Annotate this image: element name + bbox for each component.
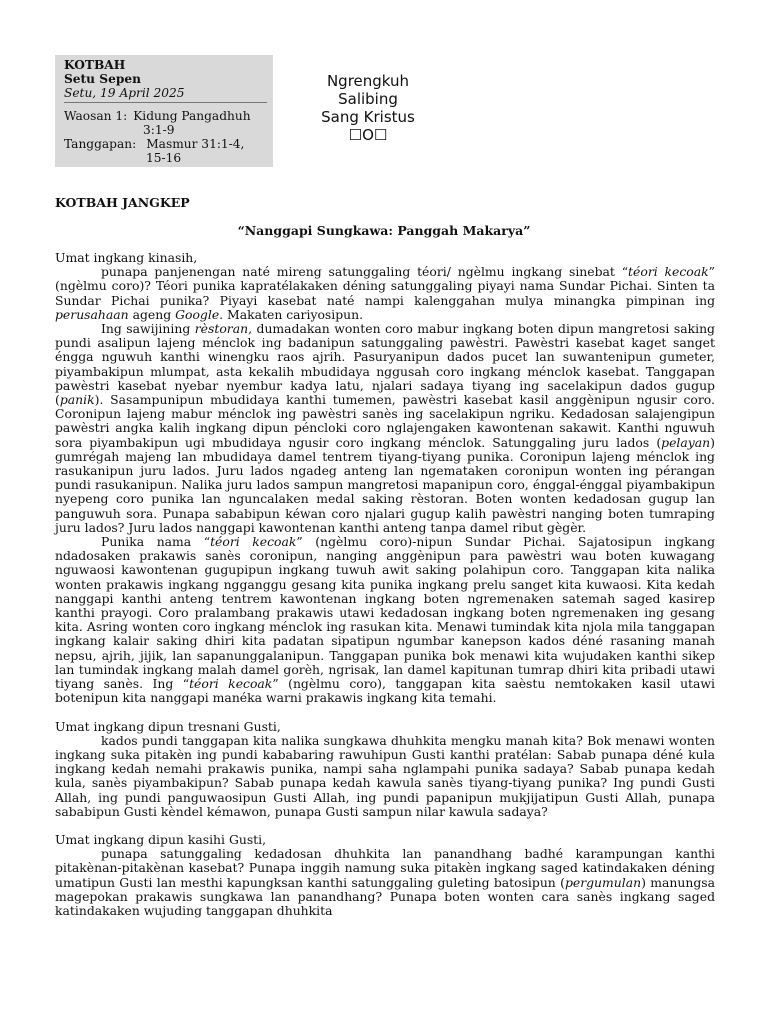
paragraph-text: Umat ingkang kinasih, (55, 250, 198, 265)
sermon-title: “Nanggapi Sungkawa: Panggah Makarya” (237, 223, 531, 238)
document-kind: KOTBAH (64, 58, 126, 72)
italic-term: téori kecoak (210, 534, 297, 550)
series-title-line: Sang Kristus (321, 108, 415, 126)
paragraph (55, 833, 715, 847)
italic-term: pelayan (661, 434, 711, 450)
italic-term: téori kecoak (189, 676, 273, 692)
paragraph-text: Punika nama “ (101, 534, 211, 550)
paragraph-text: ). Sasampunipun mbudidaya kanthi tumemen, pawèstri kasebat kasil anggènipun ngusir coro. Coronipun lajeng mabur ménclok ing pawèstri sanès ing sacelakipun ngriku. Kedadosan salajengipun pawèstri angka kalih ingkang dipun péncloki coro nglajengaken kawontenan sakawit. Kanthi nguwuh sora piyambakipun ugi mbudidaya ngusir coro ingkang ménclok. Satunggaling juru lados ( (55, 392, 715, 450)
sermon-body (55, 251, 715, 918)
series-title-line: Ngrengkuh (326, 72, 410, 90)
paragraph-text: ) gumrégah majeng lan mbudidaya damel tentrem tiyang-tiyang punika. Coronipun lajeng ménclok ing rasukanipun juru lados. Juru lados ngadeg anteng lan ngemataken coronipun wonten ing pérangan pundi rasukanipun. Nalika juru lados sampun mangretosi mapanipun coro, énggal-énggal piyambakipun nyepeng coro punika lan nguncalaken medal saking rèstoran. Boten wonten kedadosan gugup lan panguwuh sora. Punapa sababipun kéwan coro njalari gugup kalih pawèstri nanging boten tumraping juru lados? Juru lados nanggapi kawontenan kanthi anteng tanpa damel ribut gègèr. (55, 434, 715, 535)
paragraph-text: , dumadakan wonten coro mabur ingkang boten dipun mangretosi saking pundi asalipun lajeng ménclok ing badanipun satunggaling pawèstri. Pawèstri kasebat kaget sanget éngga nguwuh kanthi winengku raos ajrih. Pasuryanipun dados pucet lan suwantenipun gumeter, piyambakipun mlumpat, asta kekalih mbudidaya nggusah coro ingkang ménclok kasebat. Tanggapan pawèstri kasebat nyebar nyembur kadya latu, njalari sadaya tiyang ing sacelakipun dados gugup ( (55, 321, 715, 408)
response-label: Tanggapan: (64, 137, 137, 151)
section-heading: KOTBAH JANGKEP (55, 195, 190, 210)
italic-term: téori kecoak (628, 264, 709, 280)
paragraph-text: punapa panjenengan naté mireng satunggaling téori/ ngèlmu ingkang sinebat “ (101, 264, 629, 280)
liturgical-day: Setu Sepen (64, 72, 141, 86)
series-title-line: Salibing (338, 90, 398, 108)
reading-label: Waosan 1: (64, 109, 128, 123)
paragraph-text: ” (ngèlmu coro)? Téori punika kapratélakaken déning satunggaling piyayi nama Sundar Pichai. Sinten ta Sundar Pichai punika? Piyayi kasebat naté nampi kalenggahan mulya minangka pimpinan ing (55, 264, 715, 308)
paragraph-text: . Makaten cariyosipun. (219, 306, 364, 322)
paragraph-text: punapa satunggaling kedadosan dhuhkita lan panandhang badhé karampungan kanthi pitakènan-pitakènan kasebat? Punapa inggih namung suka pitakèn ingkang saged katindakaken déning umatipun Gusti lan mesthi kapungksan kanthi satunggaling guleting batosipun ( (55, 846, 715, 890)
sermon-date: Setu, 19 April 2025 (64, 86, 185, 100)
paragraph-text: ) manungsa magepokan prakawis sungkawa lan panandhang? Punapa boten wonten cara sanès ingkang saged katindakaken wujuding tanggapan dhuhkita (55, 874, 715, 918)
paragraph (55, 322, 715, 535)
reading-continuation: 3:1-9 (143, 123, 175, 137)
series-title-line: ☐O☐ (348, 126, 388, 144)
paragraph-text: Umat ingkang dipun kasihi Gusti, (55, 831, 267, 847)
paragraph (55, 251, 715, 265)
paragraph-text: ageng (128, 306, 176, 322)
italic-term: rèstoran (194, 321, 249, 337)
reading-row (64, 109, 264, 123)
italic-term: panik (59, 392, 95, 408)
paragraph (55, 734, 715, 819)
response-row (64, 137, 264, 151)
italic-term: perusahaan (55, 306, 129, 322)
series-title (300, 72, 436, 144)
paragraph-text: Umat ingkang dipun tresnani Gusti, (55, 718, 281, 734)
response-continuation: 15-16 (146, 151, 182, 165)
paragraph-text: Ing sawijining (101, 321, 195, 337)
response-value: Masmur 31:1-4, (146, 137, 245, 151)
paragraph-text: ” (ngèlmu coro)-nipun Sundar Pichai. Sajatosipun ingkang ndadosaken prakawis sanès coronipun, nanging anggènipun para pawèstri wau boten kuwagang nguwaosi kawontenan gugupipun ingkang tuwuh awit saking polahipun coro. Tanggapan kita nalika wonten prakawis ingkang ngganggu gesang kita punika ingkang prelu sanget kita kuwaosi. Kita kedah nanggapi kanthi anteng tentrem kawontenan ingkang boten ngremenaken satemah saged kasirep kanthi prayogi. Coro pralambang prakawis utawi kedadosan ingkang boten ngremenaken ing gesang kita. Asring wonten coro ingkang ménclok ing rasukan kita. Menawi tumindak kita njola mila tanggapan ingkang kalair saking dhiri kita padatan sipatipun ngumbar kanepson kados déné rasaning manah nepsu, ajrih, jijik, lan sapanunggalanipun. Tanggapan punika bok menawi kita wujudaken kanthi sikep lan tumindak ingkang malah damel gorèh, ngrisak, lan damel kapitunan tumrap dhiri kita pribadi utawi tiyang sanès. Ing “ (55, 534, 716, 692)
paragraph (55, 535, 715, 705)
italic-term: Google (175, 306, 220, 322)
paragraph (55, 720, 715, 734)
paragraph-text: kados pundi tanggapan kita nalika sungkawa dhuhkita mengku manah kita? Bok menawi wonten ingkang suka pitakèn ing pundi kababaring rawuhipun Gusti kanthi pratélan: Sabab punapa déné kula ingkang kedah nemahi prakawis punika, nampi saha nglampahi punika sadaya? Sabab punapa kedah kula, sanès piyambakipun? Sabab punapa kedah kawula sanès tiyang-tiyang punika? Ing pundi Gusti Allah, ing pundi panguwaosipun Gusti Allah, ing pundi papanipun mukjijatipun Gusti Allah, punapa sababipun Gusti kèndel kémawon, punapa Gusti sampun nilar kawula sadaya? (55, 732, 715, 819)
paragraph-text: ” (ngèlmu coro), tanggapan kita saèstu nemtokaken kasil utawi botenipun kita nanggapi manéka warni prakawis ingkang kita temahi. (55, 676, 715, 706)
paragraph (55, 265, 715, 322)
sermon-info-box (55, 55, 273, 167)
divider (64, 102, 267, 103)
italic-term: pergumulan (564, 874, 642, 890)
paragraph (55, 847, 715, 918)
reading-value: Kidung Pangadhuh (133, 109, 251, 123)
